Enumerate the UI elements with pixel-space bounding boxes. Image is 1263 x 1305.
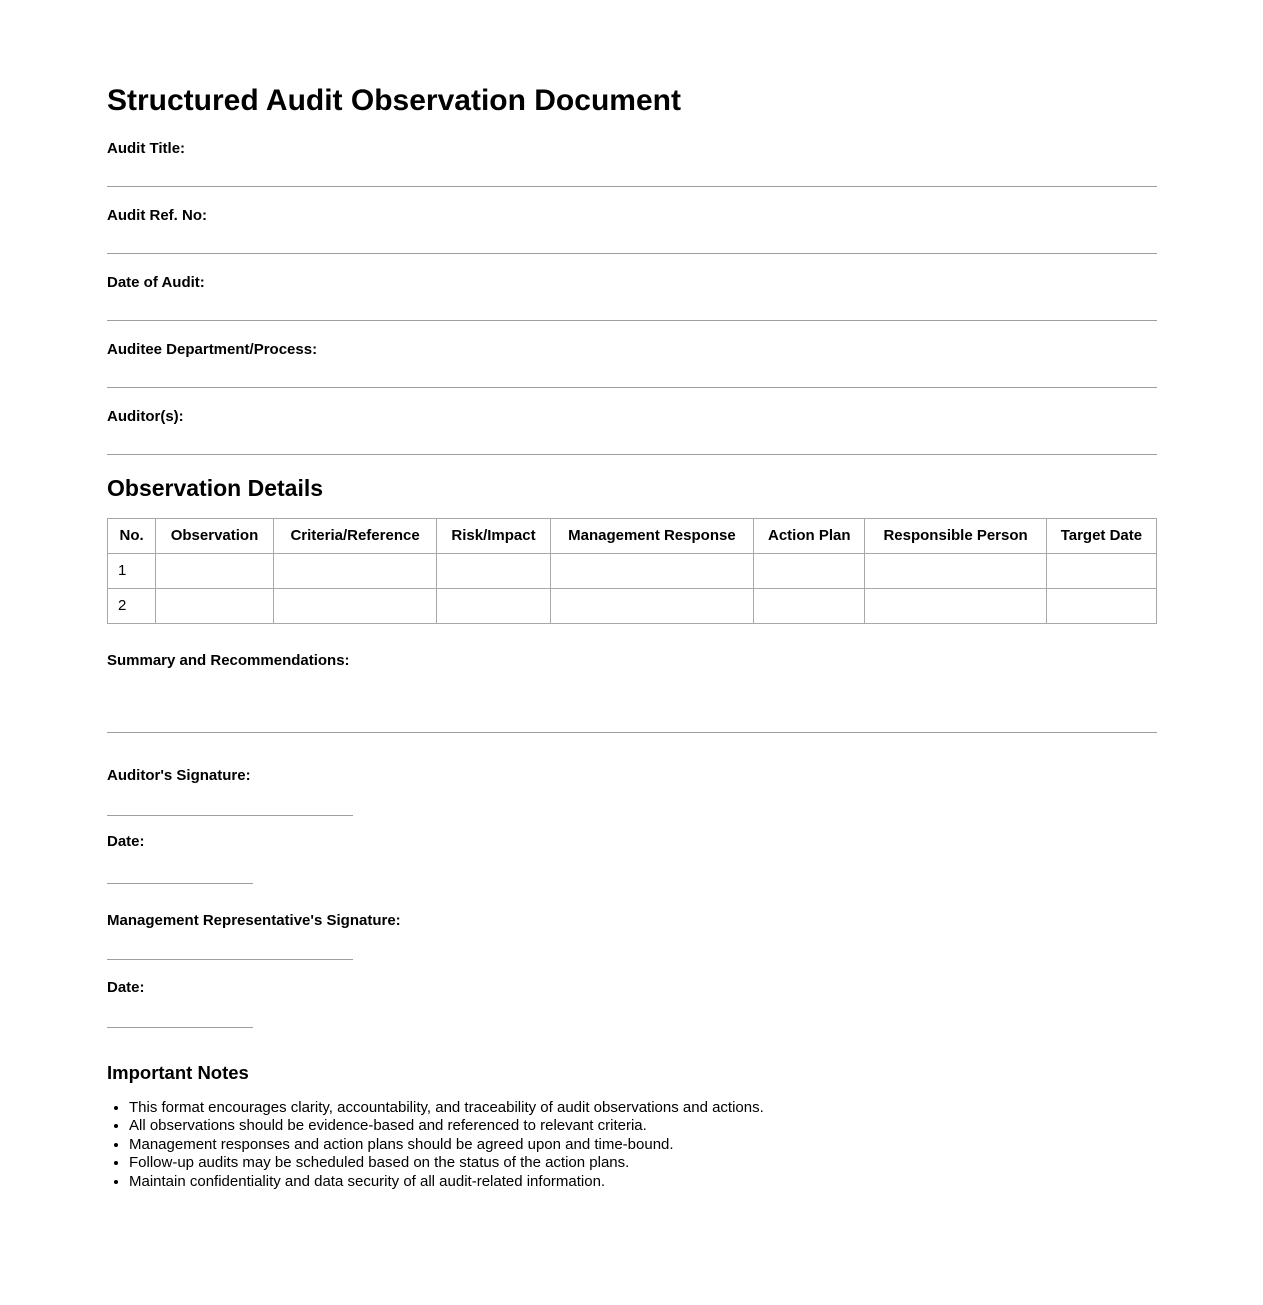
date-of-audit-label: Date of Audit: <box>107 273 205 291</box>
list-item: • Follow-up audits may be scheduled based on the status of the action plans. <box>129 1154 1157 1173</box>
cell-no: 2 <box>108 588 156 623</box>
audit-ref-no-line <box>107 253 1157 254</box>
field-date-of-audit <box>107 274 1157 321</box>
summary-line <box>107 732 1157 733</box>
management-representative-signature-label: Management Representative's Signature: <box>107 911 401 929</box>
table-row <box>108 553 1157 588</box>
cell-person <box>865 588 1046 623</box>
cell-criteria <box>273 588 437 623</box>
col-header-action-plan: Action Plan <box>754 518 865 553</box>
auditors-line <box>107 454 1157 455</box>
summary-recommendations-label: Summary and Recommendations: <box>107 651 350 669</box>
management-representative-signature-line <box>107 959 353 960</box>
list-item: • All observations should be evidence-based and referenced to relevant criteria. <box>129 1117 1157 1136</box>
col-header-no: No. <box>108 518 156 553</box>
col-header-observation: Observation <box>156 518 273 553</box>
field-audit-ref-no <box>107 207 1157 254</box>
cell-target <box>1046 588 1156 623</box>
cell-person <box>865 553 1046 588</box>
col-header-risk-impact: Risk/Impact <box>437 518 550 553</box>
audit-ref-no-label: Audit Ref. No: <box>107 206 207 224</box>
field-auditee-department <box>107 341 1157 388</box>
list-item: • Management responses and action plans should be agreed upon and time-bound. <box>129 1136 1157 1155</box>
auditor-date-label: Date: <box>107 832 145 850</box>
table-row <box>108 588 1157 623</box>
observation-table <box>107 518 1157 624</box>
col-header-target-date: Target Date <box>1046 518 1156 553</box>
cell-no: 1 <box>108 553 156 588</box>
document-content <box>107 0 1157 1191</box>
cell-risk <box>437 553 550 588</box>
auditee-department-label: Auditee Department/Process: <box>107 340 318 358</box>
col-header-management-response: Management Response <box>550 518 754 553</box>
cell-criteria <box>273 553 437 588</box>
list-item: • Maintain confidentiality and data security of all audit-related information. <box>129 1173 1157 1192</box>
field-audit-title <box>107 140 1157 187</box>
audit-title-label: Audit Title: <box>107 139 186 157</box>
table-header-row <box>108 518 1157 553</box>
observation-details-heading: Observation Details <box>107 474 324 501</box>
auditor-date-line <box>107 883 253 884</box>
page-title: Structured Audit Observation Document <box>107 84 681 117</box>
cell-response <box>550 553 754 588</box>
date-of-audit-line <box>107 320 1157 321</box>
management-date-label: Date: <box>107 978 145 996</box>
cell-target <box>1046 553 1156 588</box>
cell-observation <box>156 553 273 588</box>
list-item: • This format encourages clarity, accountability, and traceability of audit observations and actions. <box>129 1099 1157 1118</box>
important-notes-list <box>107 1099 1157 1192</box>
important-notes-heading: Important Notes <box>107 1061 249 1083</box>
col-header-responsible-person: Responsible Person <box>865 518 1046 553</box>
management-date-line <box>107 1027 253 1028</box>
auditee-department-line <box>107 387 1157 388</box>
cell-risk <box>437 588 550 623</box>
cell-observation <box>156 588 273 623</box>
auditors-label: Auditor(s): <box>107 407 184 425</box>
audit-title-line <box>107 186 1157 187</box>
field-auditors <box>107 408 1157 455</box>
col-header-criteria-reference: Criteria/Reference <box>273 518 437 553</box>
cell-action <box>754 553 865 588</box>
cell-action <box>754 588 865 623</box>
auditor-signature-line <box>107 815 353 816</box>
cell-response <box>550 588 754 623</box>
auditor-signature-label: Auditor's Signature: <box>107 766 251 784</box>
